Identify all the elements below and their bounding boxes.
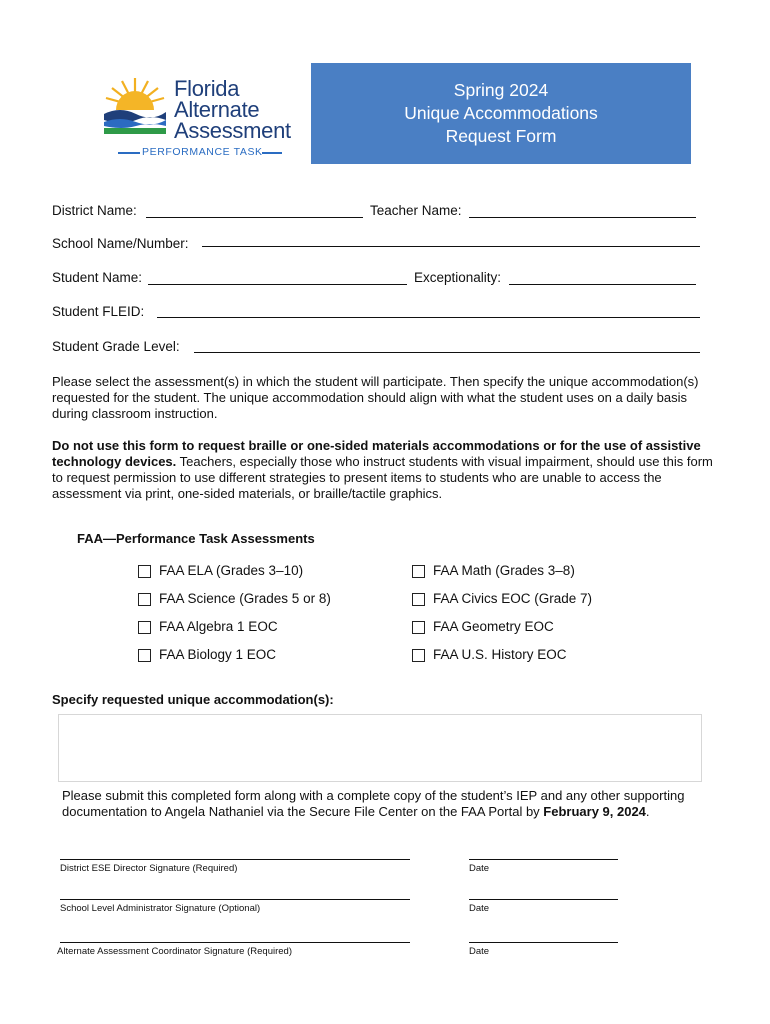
school-date-line[interactable] — [469, 899, 618, 900]
checkbox-faa-biology[interactable] — [138, 649, 151, 662]
option-faa-geometry: FAA Geometry EOC — [433, 619, 554, 634]
checkbox-faa-us-history[interactable] — [412, 649, 425, 662]
district-signature-line[interactable] — [60, 859, 410, 860]
logo-line-1: Florida — [174, 76, 240, 101]
coordinator-signature-label: Alternate Assessment Coordinator Signature (Required) — [57, 946, 292, 957]
student-fleid-field[interactable] — [157, 317, 700, 318]
district-date-label: Date — [469, 863, 490, 874]
school-date-label: Date — [469, 903, 490, 914]
restrictions-paragraph — [52, 438, 716, 502]
exceptionality-field[interactable] — [509, 284, 696, 285]
student-name-field[interactable] — [148, 284, 407, 285]
restrictions-rest-text: Teachers, especially those who instruct students with visual impairment, should use this form to request permission to use different strategies to present items to students who are unable to access the assessment via print, one-sided materials, or braille/tactile graphics. — [52, 454, 713, 501]
option-faa-algebra: FAA Algebra 1 EOC — [159, 619, 278, 634]
school-signature-label: School Level Administrator Signature (Optional) — [60, 903, 261, 914]
accommodation-input[interactable] — [58, 714, 702, 782]
checkbox-faa-science[interactable] — [138, 593, 151, 606]
logo-line-3: Assessment — [174, 118, 291, 143]
sun-over-water-logo-icon — [102, 76, 168, 138]
form-title-banner — [311, 63, 691, 164]
option-faa-civics: FAA Civics EOC (Grade 7) — [433, 591, 593, 606]
district-signature-label: District ESE Director Signature (Required) — [60, 863, 238, 874]
faa-logo — [100, 72, 305, 164]
district-name-label: District Name: — [52, 203, 137, 218]
coordinator-date-line[interactable] — [469, 942, 618, 943]
checkbox-faa-algebra[interactable] — [138, 621, 151, 634]
accommodation-heading: Specify requested unique accommodation(s): — [52, 692, 334, 707]
coordinator-date-label: Date — [469, 946, 490, 957]
title-line-1: Spring 2024 — [453, 80, 549, 100]
logo-rule-right — [262, 152, 282, 154]
assessments-heading: FAA—Performance Task Assessments — [77, 531, 315, 546]
logo-tagline: PERFORMANCE TASK — [142, 146, 263, 158]
exceptionality-label: Exceptionality: — [414, 270, 502, 285]
option-faa-math: FAA Math (Grades 3–8) — [433, 563, 575, 578]
title-line-3: Request Form — [445, 126, 557, 146]
student-fleid-label: Student FLEID: — [52, 304, 145, 319]
teacher-name-label: Teacher Name: — [370, 203, 462, 218]
option-faa-ela: FAA ELA (Grades 3–10) — [159, 563, 304, 578]
checkbox-faa-geometry[interactable] — [412, 621, 425, 634]
student-grade-level-label: Student Grade Level: — [52, 339, 180, 354]
district-name-field[interactable] — [146, 217, 363, 218]
school-signature-line[interactable] — [60, 899, 410, 900]
student-grade-level-field[interactable] — [194, 352, 700, 353]
checkbox-faa-ela[interactable] — [138, 565, 151, 578]
logo-line-2: Alternate — [174, 97, 260, 122]
teacher-name-field[interactable] — [469, 217, 696, 218]
submission-end: . — [645, 804, 650, 819]
option-faa-biology: FAA Biology 1 EOC — [159, 647, 277, 662]
student-name-label: Student Name: — [52, 270, 143, 285]
title-line-2: Unique Accommodations — [404, 103, 598, 123]
option-faa-science: FAA Science (Grades 5 or 8) — [159, 591, 331, 606]
checkbox-faa-math[interactable] — [412, 565, 425, 578]
checkbox-faa-civics[interactable] — [412, 593, 425, 606]
submission-note — [62, 788, 712, 820]
coordinator-signature-line[interactable] — [60, 942, 410, 943]
submission-text: Please submit this completed form along with a complete copy of the student’s IEP and any other supporting documentation to Angela Nathaniel via the Secure File Center on the FAA Portal by — [62, 788, 685, 819]
submission-deadline: February 9, 2024 — [543, 804, 646, 819]
district-date-line[interactable] — [469, 859, 618, 860]
instructions-paragraph: Please select the assessment(s) in which the student will participate. Then specify the unique accommodation(s) requested for the student. The unique accommodation should align with what the student uses on a daily basis during classroom instruction. — [52, 374, 699, 421]
restrictions-bold-text: Do not use this form to request braille or one-sided materials accommodations or for the use of assistive technology devices. — [52, 438, 701, 469]
school-name-label: School Name/Number: — [52, 236, 189, 251]
school-name-field[interactable] — [202, 246, 700, 247]
logo-rule-left — [118, 152, 140, 154]
option-faa-us-history: FAA U.S. History EOC — [433, 647, 567, 662]
